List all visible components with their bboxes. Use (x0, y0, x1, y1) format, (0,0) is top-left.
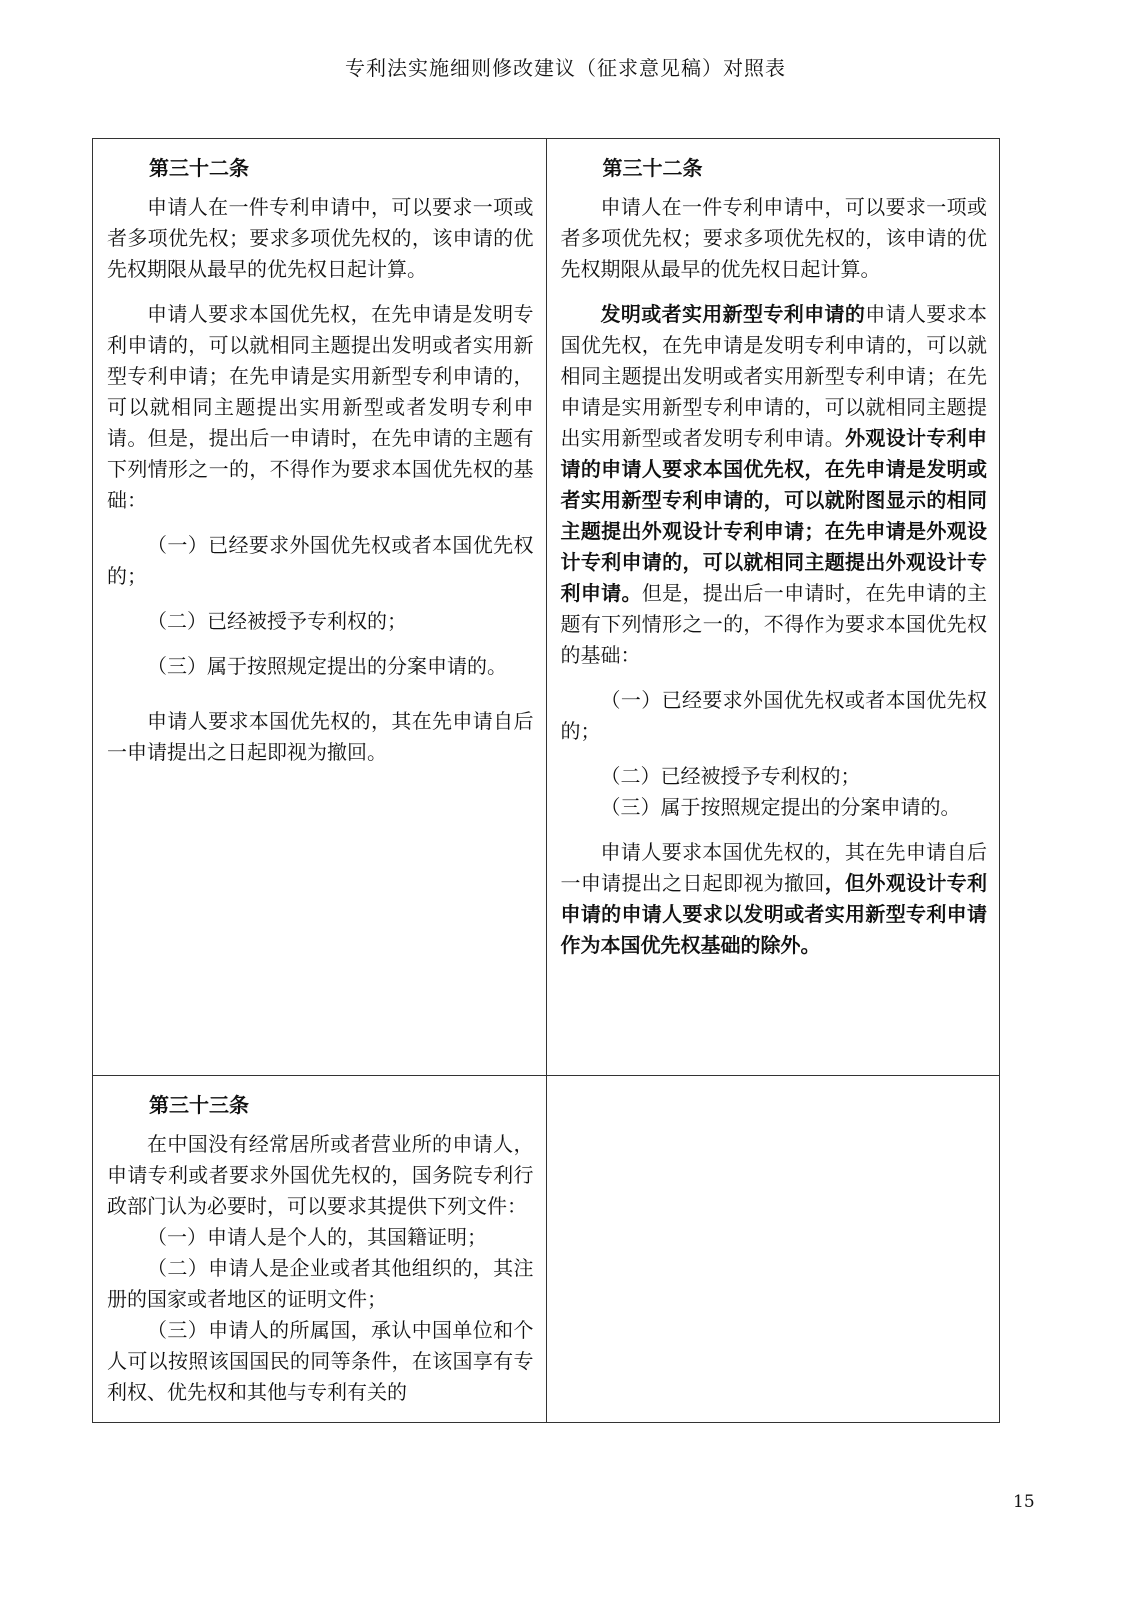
paragraph: 申请人在一件专利申请中，可以要求一项或者多项优先权；要求多项优先权的，该申请的优先权期限从最早的优先权日起计算。 (107, 195, 534, 281)
paragraph: 申请人在一件专利申请中，可以要求一项或者多项优先权；要求多项优先权的，该申请的优先权期限从最早的优先权日起计算。 (560, 195, 987, 281)
paragraph-text: 但是，提出后一申请时，在先申请的主题有下列情形之一的，不得作为要求本国优先权的基础： (560, 581, 988, 667)
page-header-title: 专利法实施细则修改建议（征求意见稿）对照表 (345, 56, 786, 80)
list-item: （二）已经被授予专利权的； (147, 609, 407, 633)
paragraph: 在中国没有经常居所或者营业所的申请人，申请专利或者要求外国优先权的，国务院专利行政部门认为必要时，可以要求其提供下列文件： (107, 1132, 534, 1218)
amended-text: 外观设计专利申请的申请人要求本国优先权，在先申请是发明或者实用新型专利申请的，可以就附图显示的相同主题提出外观设计专利申请；在先申请是外观设计专利申请的，可以就相同主题提出外观设计专利申请。 (560, 426, 988, 605)
list-item: （三）申请人的所属国，承认中国单位和个人可以按照该国国民的同等条件，在该国享有专利权、优先权和其他与专利有关的 (107, 1318, 534, 1404)
comparison-table (92, 138, 1000, 1423)
article-title: 第三十三条 (149, 1093, 249, 1117)
list-item: （二）已经被授予专利权的； (600, 764, 861, 788)
amended-text: 发明或者实用新型专利申请的 (600, 302, 866, 326)
page-number: 15 (1013, 1492, 1035, 1512)
paragraph-text: 申请人要求本国优先权的，其在先申请自后一申请提出之日起即视为撤回 (560, 840, 987, 895)
list-item: （二）申请人是企业或者其他组织的，其注册的国家或者地区的证明文件； (107, 1256, 534, 1311)
original-article-cell (93, 1076, 547, 1423)
table-row (93, 139, 1000, 1076)
list-item: （一）已经要求外国优先权或者本国优先权的； (107, 533, 534, 588)
list-item: （三）属于按照规定提出的分案申请的。 (600, 795, 961, 819)
revised-article-cell (546, 1076, 1000, 1423)
original-article-cell (93, 139, 547, 1076)
article-title: 第三十二条 (602, 156, 703, 180)
paragraph (561, 299, 988, 671)
article-title: 第三十二条 (149, 156, 249, 180)
table-row (93, 1076, 1000, 1423)
list-item: （三）属于按照规定提出的分案申请的。 (147, 654, 507, 678)
amended-text: ，但外观设计专利申请的申请人要求以发明或者实用新型专利申请作为本国优先权基础的除外。 (560, 871, 988, 957)
revised-article-cell (546, 139, 1000, 1076)
list-item: （一）申请人是个人的，其国籍证明； (147, 1225, 487, 1249)
list-item: （一）已经要求外国优先权或者本国优先权的； (560, 688, 987, 743)
paragraph: 申请人要求本国优先权的，其在先申请自后一申请提出之日起即视为撤回。 (107, 709, 534, 764)
paragraph (561, 837, 988, 961)
paragraph-text: 申请人要求本国优先权，在先申请是发明专利申请的，可以就相同主题提出发明或者实用新型专利申请；在先申请是实用新型专利申请的，可以就相同主题提出实用新型或者发明专利申请。 (560, 302, 988, 450)
paragraph: 申请人要求本国优先权，在先申请是发明专利申请的，可以就相同主题提出发明或者实用新型专利申请；在先申请是实用新型专利申请的，可以就相同主题提出实用新型或者发明专利申请。但是，提出后一申请时，在先申请的主题有下列情形之一的，不得作为要求本国优先权的基础： (107, 302, 534, 512)
